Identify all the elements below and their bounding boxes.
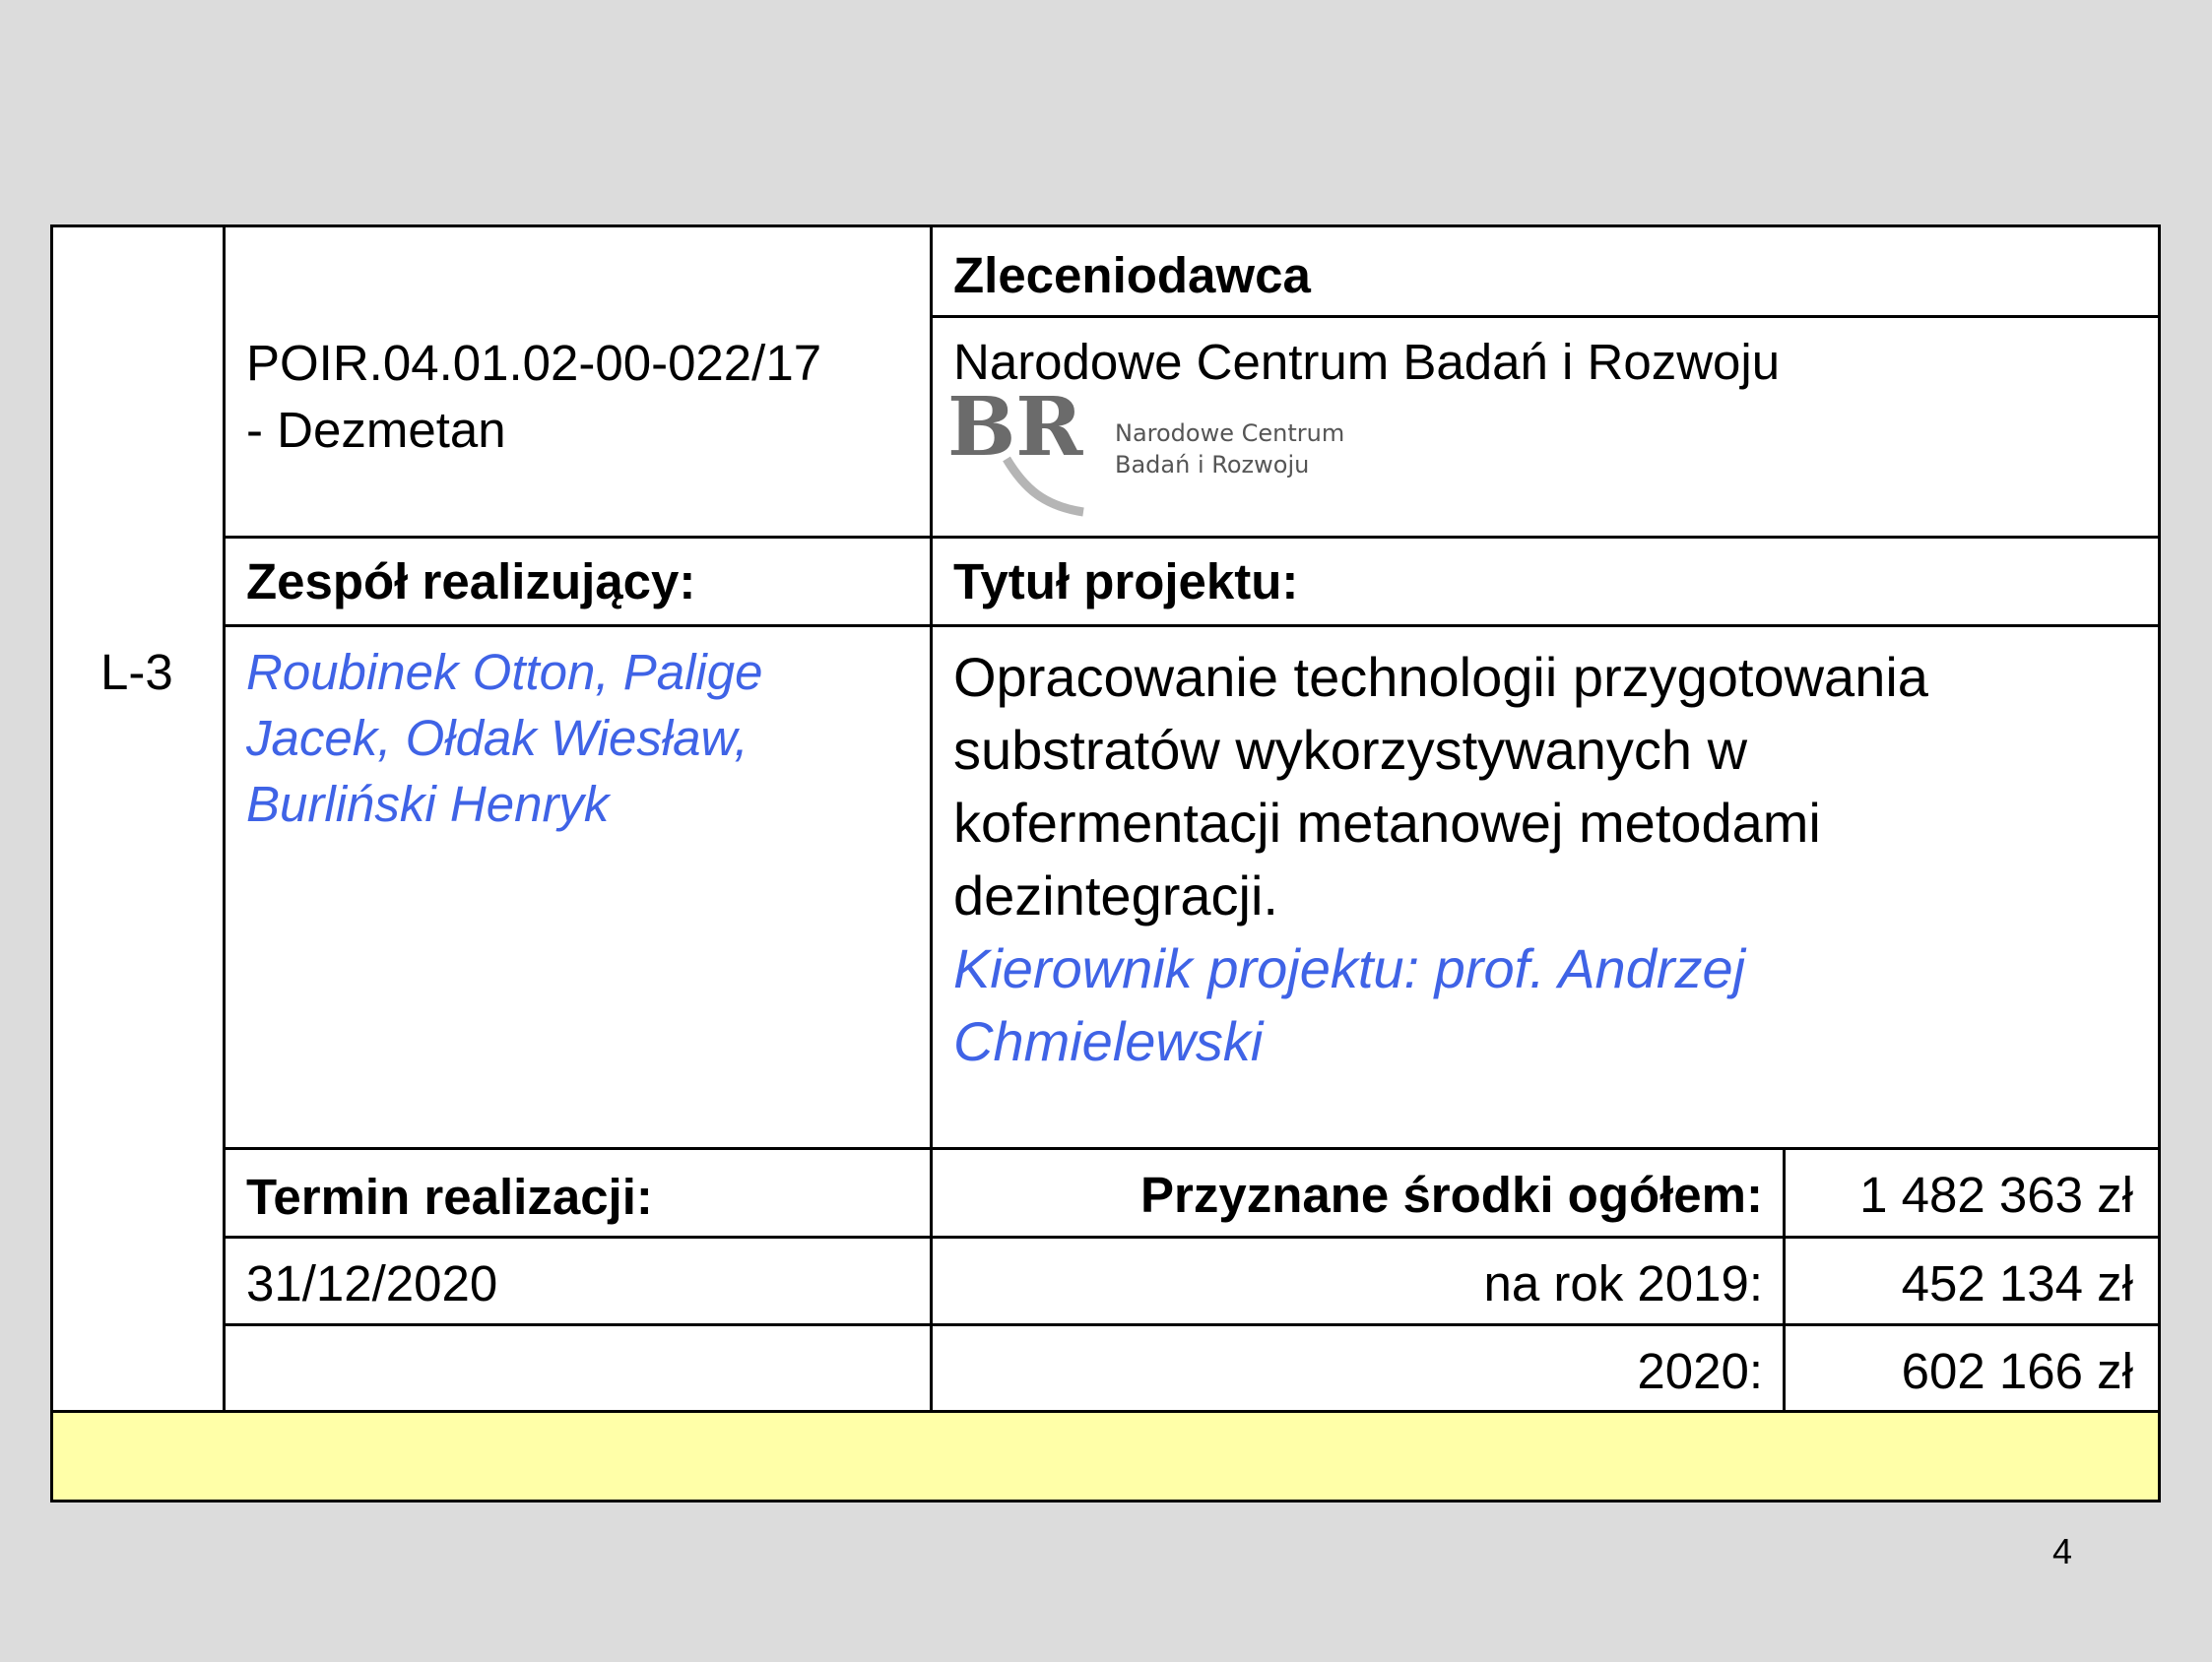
row-divider-year2 — [223, 1323, 2158, 1326]
row-divider-client — [930, 315, 2158, 318]
funds-total: 1 482 363 zł — [1859, 1167, 2133, 1223]
team-heading: Zespół realizujący: — [246, 553, 696, 609]
row-divider-headings — [223, 536, 2158, 539]
page-number: 4 — [2052, 1531, 2073, 1571]
title-line: Opracowanie technologii przygotowania — [953, 646, 1928, 708]
year1-value: 452 134 zł — [1901, 1255, 2133, 1311]
footer-band — [53, 1413, 2158, 1500]
ncbr-logo — [945, 380, 1345, 518]
client-heading: Zleceniodawca — [953, 247, 1311, 303]
project-code-suffix: - Dezmetan — [246, 402, 506, 458]
project-code: POIR.04.01.02-00-022/17 — [246, 335, 822, 391]
title-line: substratów wykorzystywanych w — [953, 719, 1748, 781]
title-line: dezintegracji. — [953, 864, 1278, 927]
row-divider-deadline — [223, 1147, 2158, 1150]
team-line: Jacek, Ołdak Wiesław, — [246, 710, 748, 766]
logo-line2: Badań i Rozwoju — [1115, 451, 1310, 479]
row-divider-footer — [53, 1410, 2158, 1413]
manager-line: Kierownik projektu: prof. Andrzej — [953, 937, 1746, 999]
row-divider-year1 — [223, 1236, 2158, 1239]
row-divider-heading-bottom — [223, 624, 2158, 627]
team-line: Burliński Henryk — [246, 776, 610, 832]
deadline-value: 31/12/2020 — [246, 1255, 498, 1311]
manager-line: Chmielewski — [953, 1010, 1264, 1072]
logo-line1: Narodowe Centrum — [1115, 419, 1345, 447]
row-id: L-3 — [100, 644, 173, 700]
title-heading: Tytuł projektu: — [953, 553, 1299, 609]
title-line: kofermentacji metanowej metodami — [953, 792, 1821, 854]
year2-label: 2020: — [1637, 1343, 1763, 1399]
year2-value: 602 166 zł — [1901, 1343, 2133, 1399]
funds-heading: Przyznane środki ogółem: — [1140, 1167, 1763, 1223]
team-line: Roubinek Otton, Palige — [246, 644, 763, 700]
deadline-heading: Termin realizacji: — [246, 1169, 653, 1225]
client-name: Narodowe Centrum Badań i Rozwoju — [953, 334, 1781, 390]
year1-label: na rok 2019: — [1483, 1255, 1763, 1311]
col-divider-3 — [1783, 1148, 1786, 1413]
logo-monogram: BR — [947, 380, 1083, 475]
